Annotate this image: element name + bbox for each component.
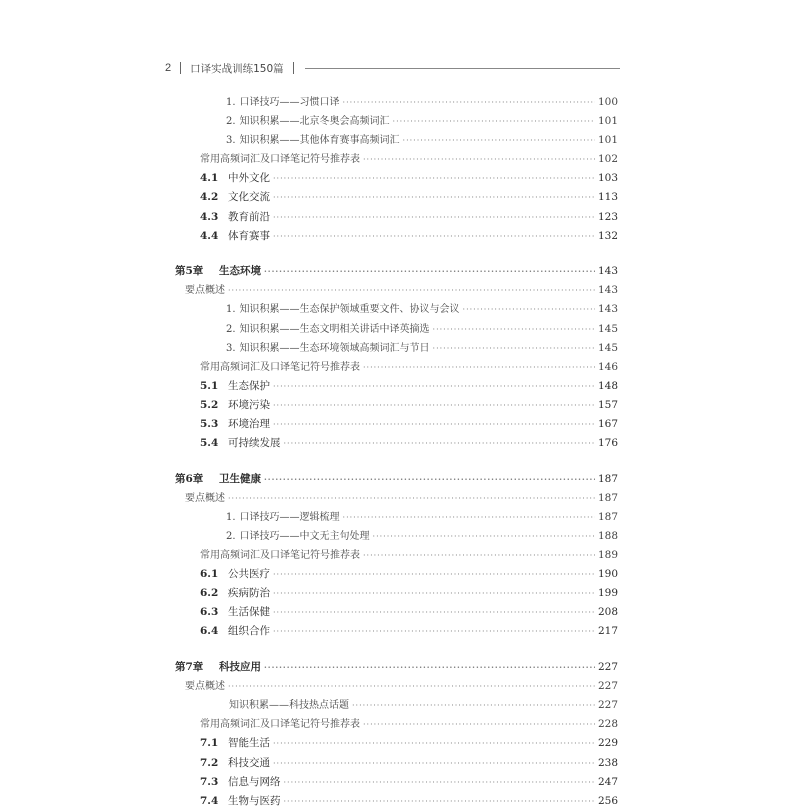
entry-number: 4.2 [200, 191, 219, 204]
entry-page-number: 113 [597, 191, 618, 204]
leader-dots [403, 131, 595, 150]
entry-number: 7.1 [200, 737, 219, 750]
entry-number: 第5章 [175, 265, 204, 278]
entry-number: 4.3 [200, 210, 219, 223]
toc-entry-vocab[interactable] [175, 715, 618, 734]
toc-entry-item[interactable] [175, 527, 618, 546]
leader-dots [273, 208, 595, 227]
entry-title: 公共医疗 [228, 568, 270, 581]
leader-dots [433, 320, 595, 339]
entry-title: 生活保健 [228, 606, 270, 619]
entry-number: 6.3 [200, 606, 219, 619]
toc-entry-summary[interactable] [175, 281, 618, 300]
entry-page-number: 228 [597, 718, 618, 731]
toc-entry-vocab[interactable] [175, 150, 618, 169]
entry-page-number: 103 [597, 172, 618, 185]
leader-dots [284, 792, 595, 811]
entry-page-number: 145 [597, 322, 618, 335]
entry-page-number: 217 [597, 625, 618, 638]
leader-dots [228, 281, 595, 300]
toc-entry-vocab[interactable] [175, 358, 618, 377]
entry-page-number: 143 [597, 284, 618, 297]
entry-page-number: 187 [597, 491, 618, 504]
toc-entry-item[interactable] [175, 300, 618, 319]
leader-dots [273, 377, 595, 396]
entry-title: 知识积累——生态环境领域高频词汇与节日 [239, 342, 430, 354]
toc-entry-section[interactable] [175, 169, 618, 188]
entry-number: 第7章 [175, 661, 204, 674]
entry-title: 知识积累——北京冬奥会高频词汇 [239, 116, 390, 128]
entry-page-number: 229 [597, 737, 618, 750]
leader-dots [284, 773, 595, 792]
leader-dots [273, 584, 595, 603]
leader-dots [352, 696, 595, 715]
header-divider [293, 62, 294, 74]
entry-title: 文化交流 [228, 191, 270, 204]
entry-page-number: 189 [597, 549, 618, 562]
entry-page-number: 190 [597, 568, 618, 581]
table-of-contents [175, 93, 618, 811]
leader-dots [284, 434, 595, 453]
entry-title: 教育前沿 [228, 210, 270, 223]
toc-entry-section[interactable] [175, 396, 618, 415]
entry-number: 3. [226, 135, 236, 147]
entry-number: 4.1 [200, 172, 219, 185]
entry-title: 体育赛事 [228, 229, 270, 242]
entry-page-number: 102 [597, 153, 618, 166]
leader-dots [363, 546, 595, 565]
leader-dots [273, 415, 595, 434]
entry-page-number: 132 [597, 229, 618, 242]
entry-page-number: 143 [597, 265, 618, 278]
chapter-gap [175, 453, 618, 470]
toc-entry-item[interactable] [175, 696, 618, 715]
entry-title: 常用高频词汇及口译笔记符号推荐表 [200, 719, 360, 731]
chapter-gap [175, 246, 618, 263]
leader-dots [273, 565, 595, 584]
entry-page-number: 247 [597, 775, 618, 788]
entry-title: 口译技巧——中文无主句处理 [239, 530, 370, 542]
leader-dots [264, 658, 595, 677]
entry-page-number: 187 [597, 510, 618, 523]
entry-page-number: 227 [597, 699, 618, 712]
entry-title: 口译技巧——习惯口译 [239, 97, 340, 108]
entry-page-number: 101 [597, 134, 618, 147]
entry-number: 5.2 [200, 398, 219, 411]
entry-page-number: 199 [597, 587, 618, 600]
entry-title: 生态环境 [219, 265, 261, 278]
entry-page-number: 101 [597, 115, 618, 128]
toc-entry-section[interactable] [175, 603, 618, 622]
entry-page-number: 167 [597, 418, 618, 430]
toc-entry-section[interactable] [175, 434, 618, 453]
entry-page-number: 148 [597, 379, 618, 392]
entry-title: 生物与医药 [228, 794, 281, 807]
leader-dots [463, 300, 595, 319]
leader-dots [273, 734, 595, 753]
entry-number: 4.4 [200, 229, 219, 242]
entry-page-number: 143 [597, 303, 618, 316]
leader-dots [228, 677, 595, 696]
entry-page-number: 145 [597, 341, 618, 354]
leader-dots [264, 262, 595, 281]
toc-entry-section[interactable] [175, 734, 618, 753]
entry-number: 7.4 [200, 794, 219, 807]
leader-dots [273, 622, 595, 641]
leader-dots [393, 112, 595, 131]
entry-number: 2. [226, 530, 236, 542]
entry-title: 卫生健康 [219, 472, 261, 485]
leader-dots [273, 227, 595, 246]
entry-title: 组织合作 [228, 625, 270, 638]
toc-entry-section[interactable] [175, 565, 618, 584]
leader-dots [228, 489, 595, 508]
leader-dots [433, 339, 595, 358]
entry-title: 常用高频词汇及口译笔记符号推荐表 [200, 550, 360, 562]
entry-page-number: 188 [597, 529, 618, 542]
entry-title: 环境污染 [228, 398, 270, 411]
toc-entry-section[interactable] [175, 208, 618, 227]
entry-title: 环境治理 [228, 418, 270, 430]
entry-title: 生态保护 [228, 379, 270, 392]
entry-page-number: 238 [597, 756, 618, 769]
entry-number: 1. [226, 304, 236, 316]
toc-entry-item[interactable] [175, 320, 618, 339]
toc-entry-section[interactable] [175, 377, 618, 396]
entry-number: 6.1 [200, 568, 219, 581]
entry-title: 信息与网络 [228, 775, 281, 788]
chapter-gap [175, 642, 618, 659]
entry-page-number: 227 [597, 661, 618, 674]
entry-title: 中外文化 [228, 172, 270, 185]
entry-page-number: 157 [597, 398, 618, 411]
entry-number: 1. [226, 511, 236, 523]
entry-number: 1. [226, 97, 236, 108]
book-title: 口译实战训练150篇 [190, 62, 284, 75]
toc-entry-summary[interactable] [175, 489, 618, 508]
leader-dots [264, 470, 595, 489]
entry-title: 科技应用 [219, 661, 261, 674]
toc-entry-item[interactable] [175, 508, 618, 527]
toc-entry-section[interactable] [175, 188, 618, 207]
entry-page-number: 208 [597, 606, 618, 619]
toc-entry-chapter[interactable] [175, 470, 618, 489]
entry-title: 口译技巧——逻辑梳理 [239, 511, 340, 523]
leader-dots [373, 527, 595, 546]
leader-dots [343, 508, 595, 527]
entry-title: 可持续发展 [228, 437, 281, 450]
header-divider [180, 62, 181, 74]
running-header [165, 60, 620, 76]
header-rule [305, 68, 620, 69]
entry-page-number: 256 [597, 794, 618, 807]
entry-number: 5.1 [200, 379, 219, 392]
leader-dots [363, 715, 595, 734]
toc-entry-vocab[interactable] [175, 546, 618, 565]
entry-page-number: 187 [597, 472, 618, 485]
leader-dots [273, 188, 595, 207]
toc-entry-item[interactable] [175, 93, 618, 112]
entry-title: 智能生活 [228, 737, 270, 750]
entry-title: 知识积累——生态保护领域重要文件、协议与会议 [239, 304, 460, 316]
entry-number: 7.2 [200, 756, 219, 769]
entry-page-number: 227 [597, 680, 618, 693]
toc-entry-section[interactable] [175, 584, 618, 603]
entry-number: 第6章 [175, 472, 204, 485]
entry-title: 科技交通 [228, 756, 270, 769]
entry-page-number: 100 [597, 96, 618, 108]
entry-title: 知识积累——科技热点话题 [229, 700, 349, 712]
entry-title: 要点概述 [185, 681, 225, 693]
leader-dots [363, 150, 595, 169]
entry-number: 6.2 [200, 587, 219, 600]
entry-number: 5.4 [200, 437, 219, 450]
toc-entry-item[interactable] [175, 112, 618, 131]
entry-number: 5.3 [200, 418, 219, 430]
toc-entry-section[interactable] [175, 622, 618, 641]
entry-title: 常用高频词汇及口译笔记符号推荐表 [200, 154, 360, 166]
toc-entry-item[interactable] [175, 339, 618, 358]
entry-number: 3. [226, 342, 236, 354]
entry-title: 知识积累——生态文明相关讲话中译英摘选 [239, 323, 430, 335]
leader-dots [273, 169, 595, 188]
toc-entry-section[interactable] [175, 773, 618, 792]
page-number: 2 [165, 62, 172, 74]
entry-title: 要点概述 [185, 285, 225, 297]
toc-entry-summary[interactable] [175, 677, 618, 696]
toc-entry-section[interactable] [175, 792, 618, 811]
entry-number: 7.3 [200, 775, 219, 788]
toc-entry-chapter[interactable] [175, 658, 618, 677]
toc-entry-chapter[interactable] [175, 262, 618, 281]
entry-page-number: 146 [597, 360, 618, 373]
toc-entry-item[interactable] [175, 131, 618, 150]
entry-title: 要点概述 [185, 492, 225, 504]
toc-entry-section[interactable] [175, 227, 618, 246]
entry-page-number: 176 [597, 437, 618, 450]
entry-title: 常用高频词汇及口译笔记符号推荐表 [200, 361, 360, 373]
leader-dots [343, 93, 595, 112]
leader-dots [273, 754, 595, 773]
entry-number: 2. [226, 323, 236, 335]
leader-dots [273, 603, 595, 622]
entry-number: 2. [226, 116, 236, 128]
leader-dots [363, 358, 595, 377]
toc-entry-section[interactable] [175, 754, 618, 773]
entry-number: 6.4 [200, 625, 219, 638]
entry-title: 知识积累——其他体育赛事高频词汇 [239, 135, 400, 147]
toc-entry-section[interactable] [175, 415, 618, 434]
entry-page-number: 123 [597, 210, 618, 223]
leader-dots [273, 396, 595, 415]
entry-title: 疾病防治 [228, 587, 270, 600]
